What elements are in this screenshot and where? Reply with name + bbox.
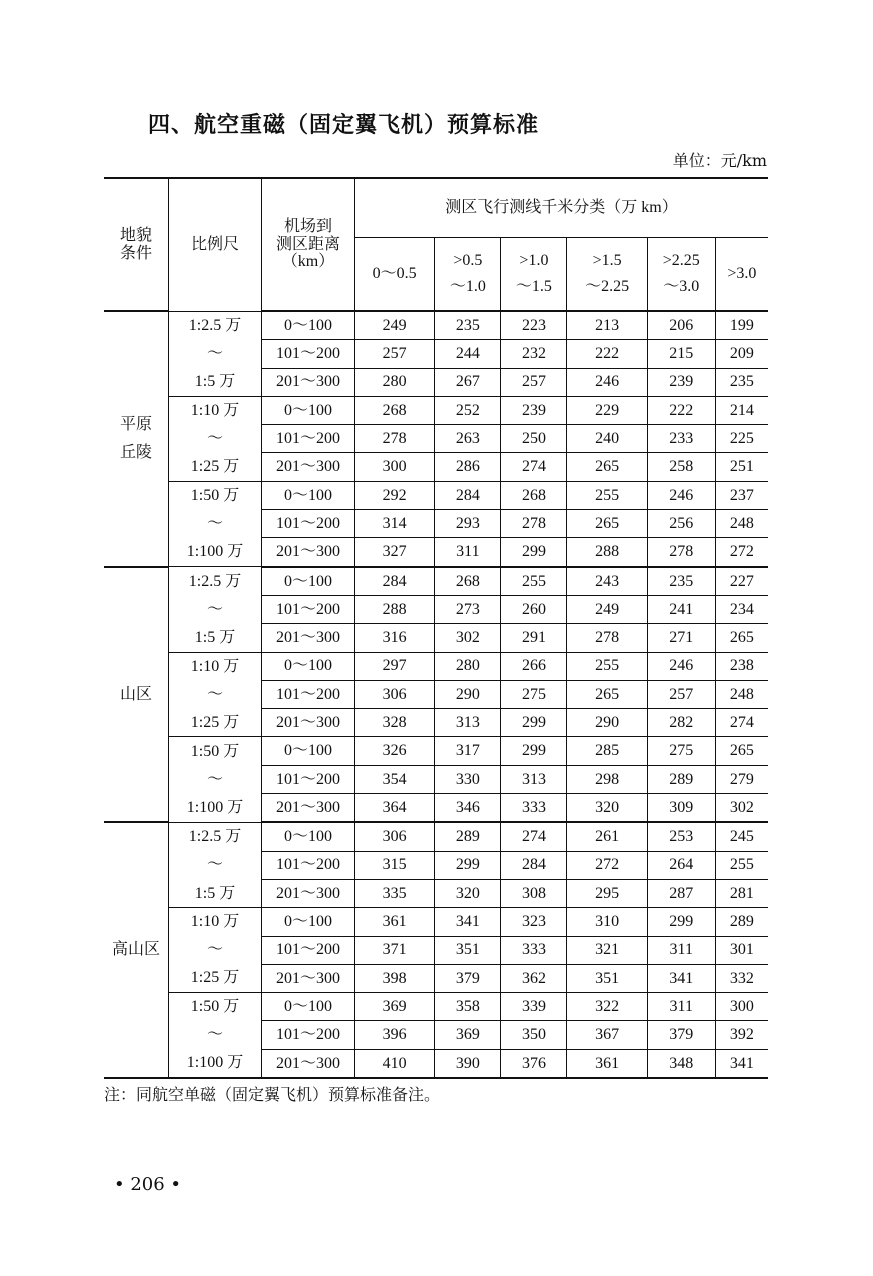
terrain-label: 山区: [119, 685, 152, 703]
terrain-cell: [104, 311, 169, 567]
value-cell: 361: [567, 1049, 647, 1078]
value-cell: 249: [567, 595, 647, 623]
table-row: [104, 993, 768, 1021]
value-cell: 398: [355, 964, 435, 992]
value-cell: 292: [355, 481, 435, 509]
value-cell: 223: [501, 311, 567, 340]
table-row: [104, 765, 768, 793]
value-cell: 310: [567, 908, 647, 936]
header-column: [355, 238, 435, 312]
value-cell: 235: [715, 368, 768, 396]
value-cell: 248: [715, 510, 768, 538]
distance-cell: 101～200: [262, 340, 355, 368]
scale-cell: ～: [169, 510, 262, 538]
header-column-line: >2.25: [662, 252, 700, 270]
terrain-label: 平原: [119, 416, 152, 434]
value-cell: 289: [715, 908, 768, 936]
table-row: [104, 964, 768, 992]
table-row: [104, 879, 768, 907]
value-cell: 369: [435, 1021, 501, 1049]
scale-cell: 1:25 万: [169, 453, 262, 481]
distance-cell: 0～100: [262, 311, 355, 340]
value-cell: 314: [355, 510, 435, 538]
value-cell: 279: [715, 765, 768, 793]
scale-cell: ～: [169, 340, 262, 368]
scale-cell: ～: [169, 936, 262, 964]
distance-cell: 201～300: [262, 538, 355, 567]
header-column-line: >1.0: [519, 252, 549, 270]
terrain-cell: [104, 822, 169, 1078]
value-cell: 379: [435, 964, 501, 992]
value-cell: 323: [501, 908, 567, 936]
value-cell: 311: [647, 936, 715, 964]
value-cell: 390: [435, 1049, 501, 1078]
table-row: [104, 709, 768, 737]
value-cell: 341: [435, 908, 501, 936]
value-cell: 256: [647, 510, 715, 538]
table-row: [104, 425, 768, 453]
value-cell: 330: [435, 765, 501, 793]
value-cell: 341: [715, 1049, 768, 1078]
value-cell: 264: [647, 851, 715, 879]
table-row: [104, 624, 768, 652]
footnote: 注：同航空单磁（固定翼飞机）预算标准备注。: [104, 1085, 441, 1104]
value-cell: 233: [647, 425, 715, 453]
value-cell: 245: [715, 822, 768, 851]
value-cell: 313: [501, 765, 567, 793]
value-cell: 278: [501, 510, 567, 538]
header-distance-line: 测区距离: [275, 235, 340, 253]
table-row: [104, 1021, 768, 1049]
scale-cell: 1:2.5 万: [169, 822, 262, 851]
scale-cell: ～: [169, 851, 262, 879]
scale-cell: ～: [169, 680, 262, 708]
distance-cell: 201～300: [262, 1049, 355, 1078]
value-cell: 257: [501, 368, 567, 396]
value-cell: 341: [647, 964, 715, 992]
value-cell: 239: [647, 368, 715, 396]
distance-cell: 0～100: [262, 652, 355, 680]
value-cell: 235: [647, 567, 715, 596]
value-cell: 227: [715, 567, 768, 596]
table-header: [104, 178, 768, 311]
table-row: [104, 311, 768, 340]
value-cell: 282: [647, 709, 715, 737]
value-cell: 284: [355, 567, 435, 596]
value-cell: 364: [355, 794, 435, 823]
value-cell: 240: [567, 425, 647, 453]
scale-cell: 1:100 万: [169, 794, 262, 823]
scale-cell: ～: [169, 765, 262, 793]
value-cell: 367: [567, 1021, 647, 1049]
value-cell: 311: [647, 993, 715, 1021]
table-row: [104, 453, 768, 481]
value-cell: 306: [355, 680, 435, 708]
value-cell: 309: [647, 794, 715, 823]
value-cell: 371: [355, 936, 435, 964]
value-cell: 278: [567, 624, 647, 652]
table-row: [104, 510, 768, 538]
value-cell: 281: [715, 879, 768, 907]
scale-cell: ～: [169, 595, 262, 623]
scale-cell: 1:2.5 万: [169, 311, 262, 340]
header-column-line: >0.5: [453, 252, 483, 270]
value-cell: 244: [435, 340, 501, 368]
distance-cell: 101～200: [262, 510, 355, 538]
distance-cell: 101～200: [262, 680, 355, 708]
distance-cell: 0～100: [262, 908, 355, 936]
scale-cell: 1:25 万: [169, 709, 262, 737]
value-cell: 209: [715, 340, 768, 368]
page-number: • 206 •: [114, 1174, 182, 1195]
table-row: [104, 822, 768, 851]
value-cell: 265: [715, 624, 768, 652]
scale-cell: 1:5 万: [169, 624, 262, 652]
value-cell: 278: [355, 425, 435, 453]
value-cell: 274: [715, 709, 768, 737]
scale-cell: 1:50 万: [169, 993, 262, 1021]
value-cell: 272: [567, 851, 647, 879]
scale-cell: 1:5 万: [169, 368, 262, 396]
value-cell: 327: [355, 538, 435, 567]
value-cell: 253: [647, 822, 715, 851]
value-cell: 332: [715, 964, 768, 992]
value-cell: 354: [355, 765, 435, 793]
value-cell: 302: [715, 794, 768, 823]
header-column-line: ～1.5: [515, 278, 552, 295]
value-cell: 280: [355, 368, 435, 396]
distance-cell: 201～300: [262, 879, 355, 907]
value-cell: 222: [647, 396, 715, 424]
terrain-label: 丘陵: [119, 443, 152, 461]
value-cell: 361: [355, 908, 435, 936]
distance-cell: 0～100: [262, 481, 355, 509]
table-row: [104, 538, 768, 567]
value-cell: 255: [567, 652, 647, 680]
value-cell: 251: [715, 453, 768, 481]
value-cell: 252: [435, 396, 501, 424]
scale-cell: 1:10 万: [169, 652, 262, 680]
header-distance-line: （km）: [281, 253, 335, 271]
scale-cell: 1:25 万: [169, 964, 262, 992]
distance-cell: 101～200: [262, 1021, 355, 1049]
table-row: [104, 652, 768, 680]
value-cell: 232: [501, 340, 567, 368]
value-cell: 214: [715, 396, 768, 424]
value-cell: 369: [355, 993, 435, 1021]
value-cell: 299: [647, 908, 715, 936]
scale-cell: ～: [169, 425, 262, 453]
value-cell: 328: [355, 709, 435, 737]
header-column-line: ～3.0: [663, 278, 700, 295]
header-terrain-line: 条件: [119, 244, 152, 262]
scale-cell: 1:50 万: [169, 481, 262, 509]
value-cell: 317: [435, 737, 501, 765]
scale-cell: 1:100 万: [169, 1049, 262, 1078]
scale-cell: 1:5 万: [169, 879, 262, 907]
value-cell: 255: [715, 851, 768, 879]
value-cell: 289: [647, 765, 715, 793]
value-cell: 257: [647, 680, 715, 708]
value-cell: 392: [715, 1021, 768, 1049]
value-cell: 293: [435, 510, 501, 538]
table-row: [104, 481, 768, 509]
table-body: [104, 311, 768, 1078]
header-column-line: 0～0.5: [372, 265, 417, 283]
value-cell: 235: [435, 311, 501, 340]
value-cell: 311: [435, 538, 501, 567]
value-cell: 284: [435, 481, 501, 509]
table-row: [104, 851, 768, 879]
value-cell: 346: [435, 794, 501, 823]
distance-cell: 101～200: [262, 851, 355, 879]
scale-cell: 1:100 万: [169, 538, 262, 567]
value-cell: 257: [355, 340, 435, 368]
distance-cell: 0～100: [262, 396, 355, 424]
value-cell: 222: [567, 340, 647, 368]
header-terrain-line: 地貌: [119, 226, 152, 244]
value-cell: 289: [435, 822, 501, 851]
value-cell: 213: [567, 311, 647, 340]
scale-cell: 1:10 万: [169, 396, 262, 424]
value-cell: 229: [567, 396, 647, 424]
unit-label: 单位：元/km: [672, 151, 767, 170]
value-cell: 250: [501, 425, 567, 453]
distance-cell: 0～100: [262, 567, 355, 596]
value-cell: 274: [501, 822, 567, 851]
value-cell: 410: [355, 1049, 435, 1078]
header-column: [435, 238, 501, 312]
value-cell: 243: [567, 567, 647, 596]
value-cell: 246: [647, 481, 715, 509]
value-cell: 246: [647, 652, 715, 680]
value-cell: 290: [435, 680, 501, 708]
value-cell: 258: [647, 453, 715, 481]
value-cell: 268: [501, 481, 567, 509]
header-scale: 比例尺: [169, 178, 262, 311]
table-row: [104, 1049, 768, 1078]
value-cell: 302: [435, 624, 501, 652]
value-cell: 301: [715, 936, 768, 964]
value-cell: 248: [715, 680, 768, 708]
header-column-line: >3.0: [727, 265, 757, 283]
value-cell: 291: [501, 624, 567, 652]
value-cell: 322: [567, 993, 647, 1021]
value-cell: 299: [435, 851, 501, 879]
value-cell: 297: [355, 652, 435, 680]
value-cell: 267: [435, 368, 501, 396]
scale-cell: 1:10 万: [169, 908, 262, 936]
value-cell: 358: [435, 993, 501, 1021]
value-cell: 396: [355, 1021, 435, 1049]
table-row: [104, 595, 768, 623]
value-cell: 348: [647, 1049, 715, 1078]
header-column: [567, 238, 647, 312]
header-distance: [262, 178, 355, 311]
distance-cell: 0～100: [262, 993, 355, 1021]
value-cell: 362: [501, 964, 567, 992]
header-column-line: >1.5: [592, 252, 622, 270]
value-cell: 275: [647, 737, 715, 765]
value-cell: 299: [501, 538, 567, 567]
value-cell: 255: [501, 567, 567, 596]
value-cell: 284: [501, 851, 567, 879]
value-cell: 313: [435, 709, 501, 737]
table-row: [104, 908, 768, 936]
table-row: [104, 737, 768, 765]
value-cell: 335: [355, 879, 435, 907]
value-cell: 255: [567, 481, 647, 509]
table-row: [104, 368, 768, 396]
distance-cell: 201～300: [262, 368, 355, 396]
header-column: [501, 238, 567, 312]
value-cell: 286: [435, 453, 501, 481]
value-cell: 206: [647, 311, 715, 340]
table-row: [104, 340, 768, 368]
value-cell: 285: [567, 737, 647, 765]
value-cell: 295: [567, 879, 647, 907]
distance-cell: 101～200: [262, 425, 355, 453]
distance-cell: 101～200: [262, 936, 355, 964]
value-cell: 268: [355, 396, 435, 424]
table-row: [104, 396, 768, 424]
value-cell: 300: [355, 453, 435, 481]
value-cell: 263: [435, 425, 501, 453]
value-cell: 266: [501, 652, 567, 680]
value-cell: 265: [567, 510, 647, 538]
header-column: [647, 238, 715, 312]
value-cell: 315: [355, 851, 435, 879]
value-cell: 265: [567, 680, 647, 708]
table-row: [104, 794, 768, 823]
value-cell: 249: [355, 311, 435, 340]
value-cell: 272: [715, 538, 768, 567]
value-cell: 320: [435, 879, 501, 907]
value-cell: 237: [715, 481, 768, 509]
value-cell: 273: [435, 595, 501, 623]
value-cell: 326: [355, 737, 435, 765]
distance-cell: 201～300: [262, 453, 355, 481]
value-cell: 268: [435, 567, 501, 596]
scale-cell: 1:50 万: [169, 737, 262, 765]
value-cell: 275: [501, 680, 567, 708]
distance-cell: 0～100: [262, 822, 355, 851]
value-cell: 306: [355, 822, 435, 851]
value-cell: 234: [715, 595, 768, 623]
value-cell: 351: [435, 936, 501, 964]
value-cell: 351: [567, 964, 647, 992]
value-cell: 241: [647, 595, 715, 623]
value-cell: 288: [355, 595, 435, 623]
value-cell: 265: [715, 737, 768, 765]
header-distance-line: 机场到: [283, 218, 332, 236]
header-group: 测区飞行测线千米分类（万 km）: [355, 178, 769, 238]
distance-cell: 0～100: [262, 737, 355, 765]
value-cell: 246: [567, 368, 647, 396]
value-cell: 339: [501, 993, 567, 1021]
header-terrain: [104, 178, 169, 311]
scale-cell: 1:2.5 万: [169, 567, 262, 596]
value-cell: 225: [715, 425, 768, 453]
value-cell: 199: [715, 311, 768, 340]
value-cell: 265: [567, 453, 647, 481]
value-cell: 316: [355, 624, 435, 652]
value-cell: 288: [567, 538, 647, 567]
page-title: 四、航空重磁（固定翼飞机）预算标准: [148, 113, 540, 138]
value-cell: 298: [567, 765, 647, 793]
value-cell: 333: [501, 794, 567, 823]
table-row: [104, 567, 768, 596]
distance-cell: 201～300: [262, 709, 355, 737]
value-cell: 215: [647, 340, 715, 368]
terrain-cell: [104, 567, 169, 823]
value-cell: 376: [501, 1049, 567, 1078]
header-column-line: ～1.0: [449, 278, 486, 295]
value-cell: 260: [501, 595, 567, 623]
terrain-label: 高山区: [111, 941, 160, 959]
table-row: [104, 680, 768, 708]
value-cell: 261: [567, 822, 647, 851]
value-cell: 321: [567, 936, 647, 964]
value-cell: 280: [435, 652, 501, 680]
value-cell: 238: [715, 652, 768, 680]
value-cell: 333: [501, 936, 567, 964]
value-cell: 350: [501, 1021, 567, 1049]
value-cell: 320: [567, 794, 647, 823]
value-cell: 290: [567, 709, 647, 737]
header-column: [715, 238, 768, 312]
value-cell: 239: [501, 396, 567, 424]
scale-cell: ～: [169, 1021, 262, 1049]
value-cell: 299: [501, 737, 567, 765]
value-cell: 274: [501, 453, 567, 481]
distance-cell: 101～200: [262, 765, 355, 793]
budget-table: [104, 177, 768, 1079]
table-row: [104, 936, 768, 964]
distance-cell: 201～300: [262, 624, 355, 652]
value-cell: 300: [715, 993, 768, 1021]
value-cell: 379: [647, 1021, 715, 1049]
distance-cell: 201～300: [262, 794, 355, 823]
value-cell: 278: [647, 538, 715, 567]
value-cell: 287: [647, 879, 715, 907]
distance-cell: 101～200: [262, 595, 355, 623]
value-cell: 271: [647, 624, 715, 652]
value-cell: 299: [501, 709, 567, 737]
value-cell: 308: [501, 879, 567, 907]
header-column-line: ～2.25: [585, 278, 630, 295]
distance-cell: 201～300: [262, 964, 355, 992]
